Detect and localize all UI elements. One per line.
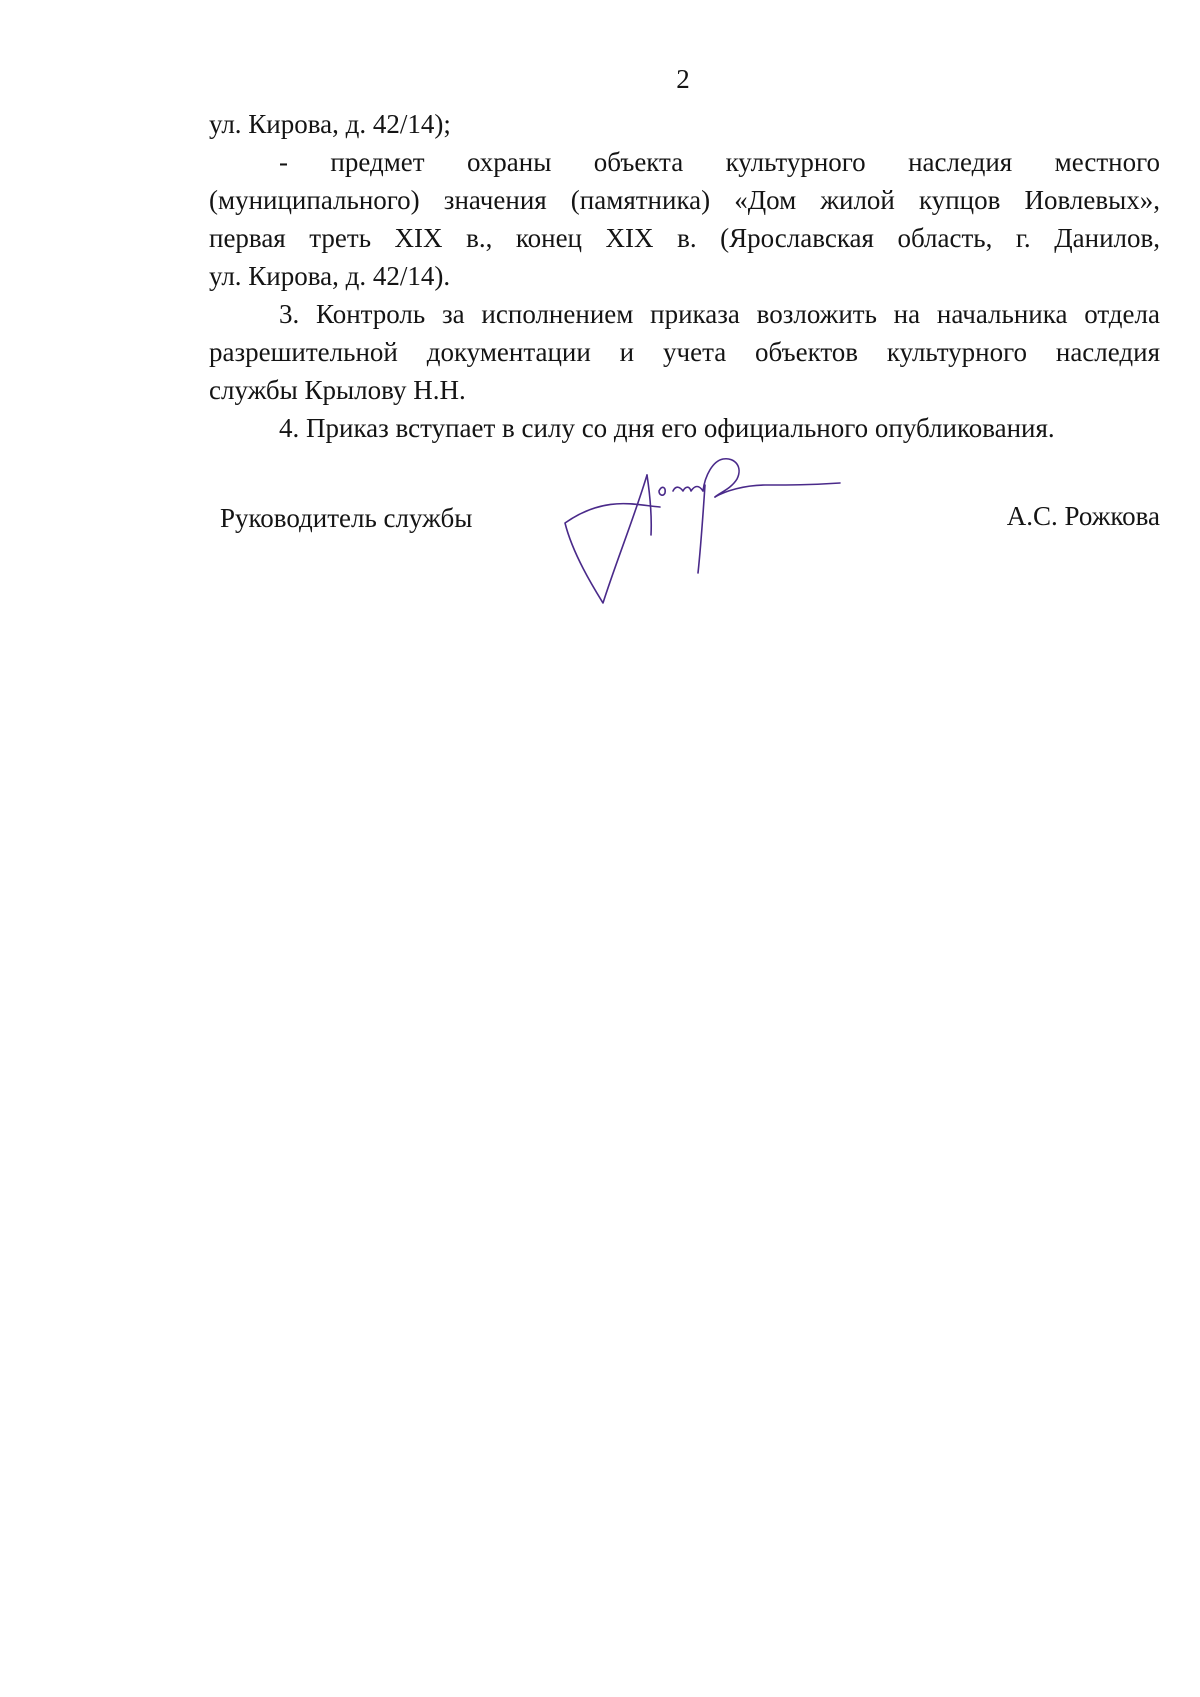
signatory-name: А.С. Рожкова — [1006, 501, 1160, 531]
paragraph-line: первая треть XIX в., конец XIX в. (Ярославская область, г. Данилов, — [209, 223, 1160, 253]
paragraph-line: 4. Приказ вступает в силу со дня его официального опубликования. — [279, 413, 1055, 443]
paragraph-line: 3. Контроль за исполнением приказа возложить на начальника отдела — [279, 299, 1160, 329]
paragraph-line: ул. Кирова, д. 42/14). — [209, 261, 451, 291]
paragraph-line: разрешительной документации и учета объектов культурного наследия — [209, 337, 1160, 367]
paragraph-line: (муниципального) значения (памятника) «Дом жилой купцов Иовлевых», — [209, 185, 1160, 215]
page-number-value: 2 — [676, 64, 690, 94]
document-body — [209, 105, 1160, 447]
handwritten-signature — [555, 455, 845, 605]
signature-block — [0, 455, 1200, 615]
paragraph-line: ул. Кирова, д. 42/14); — [209, 109, 451, 139]
page-number — [0, 64, 1200, 95]
paragraph-line: - предмет охраны объекта культурного наследия местного — [279, 147, 1160, 177]
paragraph-line: службы Крылову Н.Н. — [209, 375, 466, 405]
signatory-role: Руководитель службы — [220, 503, 473, 533]
